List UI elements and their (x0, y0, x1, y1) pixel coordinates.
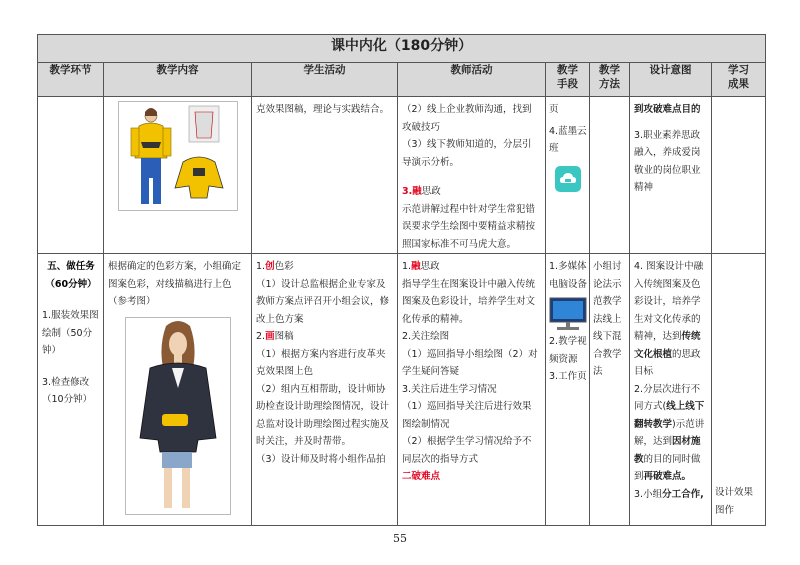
content-cell (104, 254, 252, 526)
intent-text: 4. 图案设计中融入传统图案及色彩设计，培养学生对文化传承的精神，达到传统文化根植的思政目标 (634, 261, 704, 377)
student-activity-cell (252, 97, 398, 254)
means-text: 页 (549, 104, 559, 115)
cloud-class-icon (555, 166, 581, 192)
header-student-activity: 学生活动 (252, 63, 398, 97)
break-difficulty-label: 二破难点 (402, 471, 441, 482)
table-row (38, 254, 766, 526)
table-title: 课中内化（180分钟） (38, 35, 766, 63)
teacher-text: （1）巡回指导关注后进行效果图绘制情况 (402, 401, 532, 430)
header-row (38, 63, 766, 97)
teacher-text: （3）线下教师知道的，分层引导演示分析。 (402, 139, 532, 168)
teacher-text: 示范讲解过程中针对学生常犯错误要求学生绘图中要精益求精按照国家标准不可马虎大意。 (402, 203, 536, 250)
student-text: （1）根据方案内容进行皮革夹克效果图上色 (256, 348, 386, 377)
page-number: 55 (393, 532, 407, 545)
means-text: 1.多媒体电脑设备 (549, 261, 588, 290)
smartboard-icon (549, 297, 587, 331)
header-stage: 教学环节 (38, 63, 104, 97)
intent-cell (630, 97, 712, 254)
lesson-plan-table (37, 34, 766, 526)
leather-jacket-sketch-image (125, 317, 231, 515)
teacher-text: （2）线上企业教师沟通，找到攻破技巧 (402, 104, 532, 133)
teacher-text: 指导学生在图案设计中融入传统图案及色彩设计，培养学生对文化传承的精神。 (402, 278, 536, 325)
student-text: （2）组内互相帮助，设计师协助检查设计助理绘图情况，设计总监对设计助理绘图过程实施及时关注，并及时帮带。 (256, 383, 390, 447)
stage-item: 1.服装效果图绘制（50分钟） (42, 310, 99, 356)
intent-text: 3.职业素养思政融入，养成爱岗敬业的岗位职业精神 (634, 129, 701, 193)
fashion-sketch-image (118, 101, 238, 211)
student-heading: 1.创色彩 (256, 261, 294, 272)
teacher-text: （1）巡回指导小组绘图（2）对学生疑问答疑 (402, 348, 538, 377)
method-cell (590, 254, 630, 526)
teacher-heading: 1.融思政 (402, 261, 440, 272)
teacher-activity-cell (398, 97, 546, 254)
means-text: 3.工作页 (549, 371, 587, 382)
method-text: 小组讨论法示范教学法线上线下混合教学法 (593, 261, 622, 377)
teacher-text: 3.关注后进生学习情况 (402, 383, 497, 395)
method-cell (590, 97, 630, 254)
outcome-text: 设计效果图作 (715, 487, 754, 516)
header-teacher-activity: 教师活动 (398, 63, 546, 97)
stage-cell (38, 97, 104, 254)
teacher-text: 2.关注绘图 (402, 331, 450, 342)
student-text: 克效果图稿，理论与实践结合。 (256, 104, 390, 115)
header-method: 教学方法 (590, 63, 630, 97)
header-outcome: 学习成果 (712, 63, 766, 97)
teacher-text: （2）根据学生学习情况给予不同层次的指导方式 (402, 436, 532, 465)
intent-cell (630, 254, 712, 526)
header-content: 教学内容 (104, 63, 252, 97)
outcome-cell (712, 254, 766, 526)
content-cell (104, 97, 252, 254)
student-text: （3）设计师及时将小组作品拍 (256, 453, 386, 465)
content-text: 根据确定的色彩方案，小组确定图案色彩，对线描稿进行上色（参考图） (108, 261, 242, 307)
header-intent: 设计意图 (630, 63, 712, 97)
rong-label: 3.融 (402, 186, 422, 197)
intent-text: 3.小组分工合作, (634, 488, 704, 500)
stage-title: 五、做任务（60分钟） (45, 261, 97, 290)
header-means: 教学手段 (546, 63, 590, 97)
teacher-activity-cell (398, 254, 546, 526)
stage-item: 3.检查修改（10分钟） (42, 376, 93, 405)
table-row (38, 97, 766, 254)
outcome-cell (712, 97, 766, 254)
intent-text: 到攻破难点目的 (634, 104, 701, 115)
intent-text: 2.分层次进行不同方式(线上线下翻转教学)示范讲解，达到因材施教的目的同时做到再破难点。 (634, 383, 705, 482)
student-activity-cell (252, 254, 398, 526)
means-cell (546, 254, 590, 526)
means-text: 4.蓝墨云班 (549, 125, 587, 154)
student-text: （1）设计总监根据企业专家及教师方案点评召开小组会议，修改上色方案 (256, 278, 390, 325)
student-heading: 2.画图稿 (256, 331, 294, 342)
rong-rest: 思政 (421, 186, 441, 197)
means-text: 2.教学视频资源 (549, 336, 587, 365)
stage-cell (38, 254, 104, 526)
means-cell (546, 97, 590, 254)
